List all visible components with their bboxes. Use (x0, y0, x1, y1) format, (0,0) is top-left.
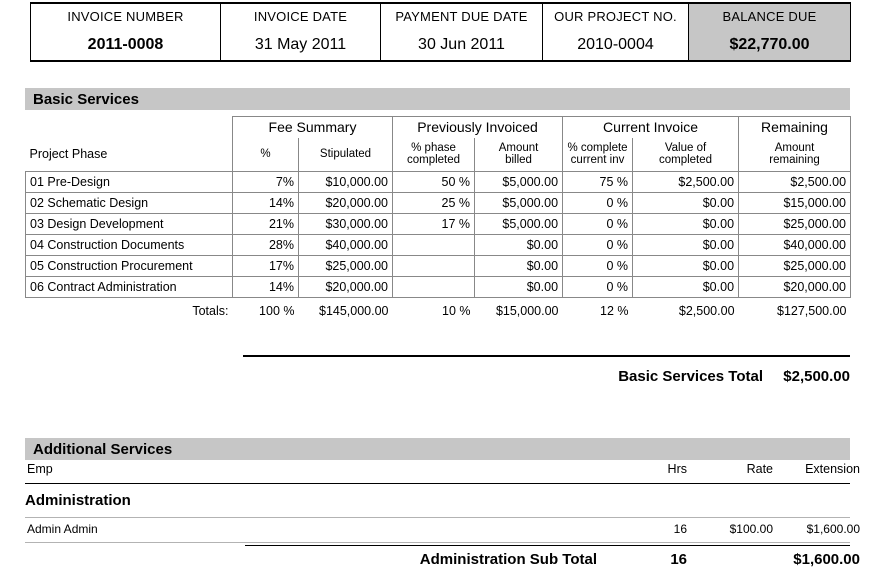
row-amount-billed: $0.00 (475, 256, 563, 277)
totals-remaining: $127,500.00 (777, 303, 847, 318)
row-pct: 7% (233, 172, 299, 193)
balance-due-value: $22,770.00 (689, 30, 851, 61)
table-row (26, 214, 851, 235)
row-value-completed: $2,500.00 (633, 172, 739, 193)
sub-header-pct-phase-line1: % phase (411, 142, 456, 155)
row-phase: 01 Pre-Design (26, 172, 233, 193)
row-pct-phase (393, 235, 475, 256)
table-row (26, 256, 851, 277)
row-value-completed: $0.00 (633, 235, 739, 256)
row-pct: 21% (233, 214, 299, 235)
row-stipulated: $40,000.00 (299, 235, 393, 256)
group-header-previously-invoiced: Previously Invoiced (393, 117, 563, 138)
sub-header-amount-billed (475, 138, 563, 172)
row-stipulated: $20,000.00 (299, 193, 393, 214)
balance-due-label: BALANCE DUE (689, 3, 851, 30)
sub-header-amount-remaining (739, 138, 851, 172)
row-remaining: $40,000.00 (739, 235, 851, 256)
column-header-rate: Rate (746, 462, 773, 476)
project-no-value: 2010-0004 (543, 30, 689, 61)
table-row (26, 193, 851, 214)
basic-services-title: Basic Services (33, 90, 139, 108)
additional-services-section-header (25, 438, 850, 460)
basic-services-table (25, 116, 851, 324)
row-pct-current: 0 % (563, 235, 633, 256)
sub-header-pct-complete-line1: % complete (567, 142, 628, 155)
totals-pct: 100 % (259, 303, 295, 318)
project-no-label: OUR PROJECT NO. (543, 3, 689, 30)
additional-services-group-rule (25, 517, 850, 518)
sub-header-stipulated (299, 138, 393, 172)
totals-amount-billed: $15,000.00 (495, 303, 559, 318)
sub-header-value-completed-line1: Value of (664, 142, 707, 155)
totals-value-completed: $2,500.00 (678, 303, 735, 318)
group-header-current-invoice: Current Invoice (563, 117, 739, 138)
row-pct-current: 0 % (563, 277, 633, 298)
subtotal-label: Administration Sub Total (419, 551, 597, 568)
group-header-spacer (26, 117, 233, 138)
row-pct-phase: 17 % (393, 214, 475, 235)
sub-header-pct (233, 138, 299, 172)
row-amount-billed: $5,000.00 (475, 214, 563, 235)
row-amount-billed: $5,000.00 (475, 193, 563, 214)
totals-pct-phase: 10 % (442, 303, 471, 318)
basic-services-group-header-row (26, 117, 851, 138)
sub-header-project-phase: Project Phase (29, 147, 108, 162)
row-pct: 28% (233, 235, 299, 256)
payment-due-date-label: PAYMENT DUE DATE (381, 3, 543, 30)
row-value-completed: $0.00 (633, 277, 739, 298)
row-amount-billed: $0.00 (475, 277, 563, 298)
column-header-emp: Emp (27, 462, 53, 476)
row-remaining: $25,000.00 (739, 214, 851, 235)
invoice-number-label: INVOICE NUMBER (31, 3, 221, 30)
row-stipulated: $30,000.00 (299, 214, 393, 235)
sub-header-pct-complete-line2: current inv (570, 154, 625, 167)
sub-header-value-completed-line2: completed (658, 154, 713, 167)
sub-header-pct-complete (563, 138, 633, 172)
basic-services-total-divider (243, 355, 850, 357)
column-header-hrs: Hrs (667, 462, 687, 476)
invoice-header-table (30, 2, 851, 62)
basic-services-table-wrap (25, 116, 850, 324)
row-pct-current: 75 % (563, 172, 633, 193)
basic-services-totals-row (26, 298, 851, 324)
invoice-number-value: 2011-0008 (31, 30, 221, 61)
basic-services-sub-header-row (26, 138, 851, 172)
totals-stipulated: $145,000.00 (319, 303, 389, 318)
row-value-completed: $0.00 (633, 193, 739, 214)
basic-services-total-value: $2,500.00 (783, 368, 850, 385)
row-amount-billed: $5,000.00 (475, 172, 563, 193)
row-pct-current: 0 % (563, 214, 633, 235)
row-remaining: $20,000.00 (739, 277, 851, 298)
table-row (26, 235, 851, 256)
totals-pct-current: 12 % (600, 303, 629, 318)
sub-header-value-completed (633, 138, 739, 172)
row-pct: 14% (233, 277, 299, 298)
employee-name: Admin Admin (27, 522, 98, 536)
basic-services-section-header (25, 88, 850, 110)
row-value-completed: $0.00 (633, 256, 739, 277)
additional-services-column-header (25, 462, 860, 482)
row-remaining: $15,000.00 (739, 193, 851, 214)
row-phase: 04 Construction Documents (26, 235, 233, 256)
list-item (25, 522, 860, 540)
row-phase: 03 Design Development (26, 214, 233, 235)
sub-header-stipulated-line1: Stipulated (319, 148, 372, 161)
sub-header-pct-phase-line2: completed (406, 154, 461, 167)
invoice-header-value-row (31, 30, 851, 61)
row-pct: 14% (233, 193, 299, 214)
row-stipulated: $20,000.00 (299, 277, 393, 298)
row-pct-current: 0 % (563, 193, 633, 214)
employee-hrs: 16 (673, 522, 687, 536)
row-phase: 06 Contract Administration (26, 277, 233, 298)
additional-services-header-rule (25, 483, 850, 484)
row-stipulated: $10,000.00 (299, 172, 393, 193)
row-pct-current: 0 % (563, 256, 633, 277)
row-remaining: $2,500.00 (739, 172, 851, 193)
additional-services-title: Additional Services (33, 440, 173, 458)
invoice-summary-header (30, 2, 850, 62)
row-pct-phase: 50 % (393, 172, 475, 193)
totals-label: Totals: (192, 303, 229, 318)
subtotal-hrs: 16 (670, 551, 687, 568)
sub-header-amount-billed-line1: Amount (498, 142, 539, 155)
additional-services-group-name: Administration (25, 492, 131, 509)
sub-header-pct-line1: % (260, 148, 271, 161)
row-pct: 17% (233, 256, 299, 277)
group-header-fee-summary: Fee Summary (233, 117, 393, 138)
table-row (26, 172, 851, 193)
column-header-extension: Extension (805, 462, 860, 476)
row-remaining: $25,000.00 (739, 256, 851, 277)
row-amount-billed: $0.00 (475, 235, 563, 256)
row-pct-phase: 25 % (393, 193, 475, 214)
employee-extension: $1,600.00 (806, 522, 860, 536)
additional-services-subtotal-rule-gray (25, 542, 850, 543)
sub-header-amount-remaining-line1: Amount (774, 142, 815, 155)
table-row (26, 277, 851, 298)
row-pct-phase (393, 277, 475, 298)
invoice-date-label: INVOICE DATE (221, 3, 381, 30)
subtotal-extension: $1,600.00 (793, 551, 860, 568)
additional-services-subtotal-rule (245, 545, 850, 546)
invoice-date-value: 31 May 2011 (221, 30, 381, 61)
row-pct-phase (393, 256, 475, 277)
row-phase: 02 Schematic Design (26, 193, 233, 214)
group-header-remaining: Remaining (739, 117, 851, 138)
employee-rate: $100.00 (729, 522, 773, 536)
additional-services-subtotal-row (25, 551, 860, 573)
row-stipulated: $25,000.00 (299, 256, 393, 277)
invoice-header-label-row (31, 3, 851, 30)
payment-due-date-value: 30 Jun 2011 (381, 30, 543, 61)
sub-header-pct-phase-completed (393, 138, 475, 172)
basic-services-total-label: Basic Services Total (618, 368, 763, 385)
row-phase: 05 Construction Procurement (26, 256, 233, 277)
sub-header-amount-remaining-line2: remaining (769, 154, 820, 167)
sub-header-amount-billed-line2: billed (505, 154, 532, 167)
row-value-completed: $0.00 (633, 214, 739, 235)
